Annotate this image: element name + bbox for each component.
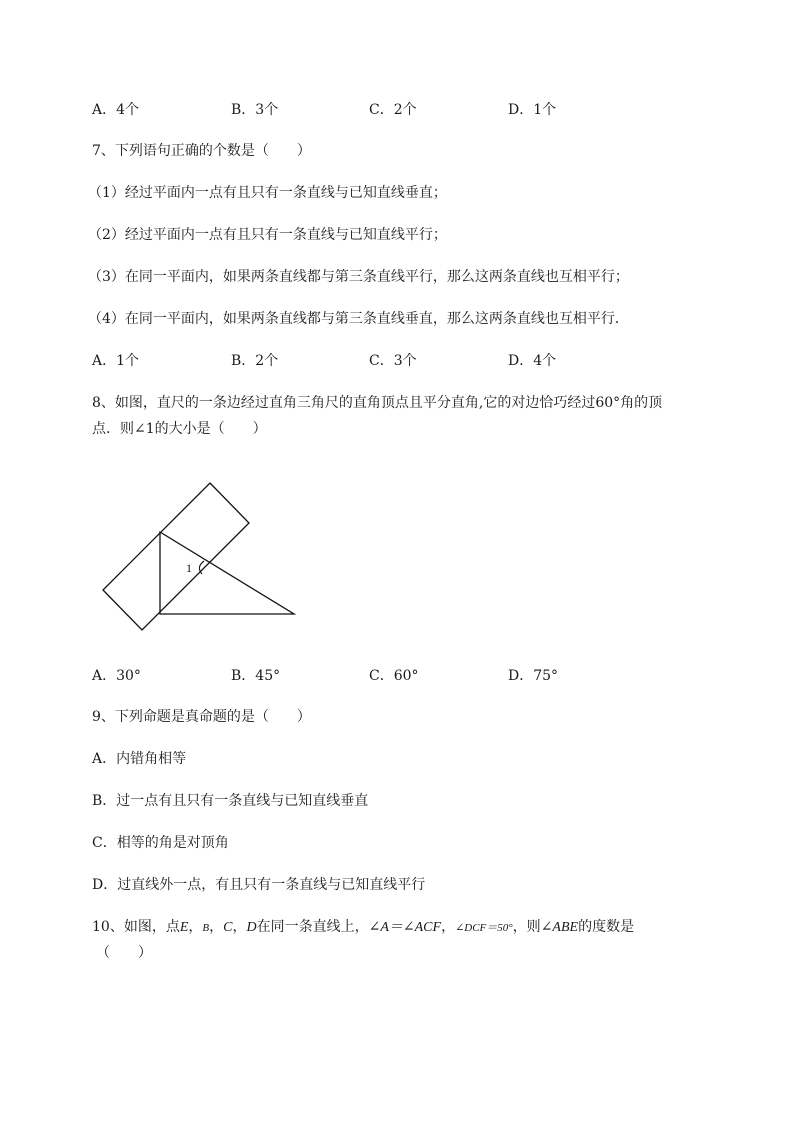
q7-statement-4: （4）在同一平面内，如果两条直线都与第三条直线垂直，那么这两条直线也互相平行．: [88, 311, 629, 327]
q9-option-c: C．相等的角是对顶角: [92, 835, 229, 851]
q10-condition-2: ∠DCF＝50°: [455, 922, 513, 934]
q10-suffix: 的度数是: [578, 919, 635, 935]
q8-choice-b: B．45°: [231, 668, 281, 684]
q10-point-b: B: [202, 922, 210, 934]
q10-point-c: C: [223, 920, 233, 935]
angle-1-arc: [199, 561, 204, 574]
q8-choice-c: C．60°: [369, 668, 419, 684]
q10-mid: 在同一条直线上，: [256, 919, 369, 935]
q7-choices: [92, 351, 692, 371]
angle-1-label: 1: [186, 561, 192, 575]
q7-choice-c: C．3个: [369, 353, 417, 369]
ruler-shape: [103, 483, 249, 630]
q7-choice-b: B．2个: [231, 353, 279, 369]
q8-figure: [98, 480, 298, 635]
q6-choice-d: D．1个: [508, 102, 557, 118]
q8-choice-a: A．30°: [92, 668, 141, 684]
q7-statement-1: （1）经过平面内一点有且只有一条直线与已知直线垂直；: [88, 185, 447, 201]
q10-sep4: ，: [441, 919, 456, 935]
q9-option-b: B．过一点有且只有一条直线与已知直线垂直: [92, 793, 369, 809]
q6-choice-c: C．2个: [369, 102, 417, 118]
q7-choice-a: A．1个: [92, 353, 140, 369]
q7-statement-2: （2）经过平面内一点有且只有一条直线与已知直线平行；: [88, 227, 447, 243]
q10-stem-line2: （ ）: [96, 945, 152, 961]
q9-option-a: A．内错角相等: [92, 751, 187, 767]
q7-stem: 7、下列语句正确的个数是（ ）: [92, 143, 311, 159]
q8-stem-line2: 点．则∠1的大小是（ ）: [92, 421, 267, 437]
q10-stem-line1: [92, 917, 634, 938]
q8-stem-line1: 8、如图，直尺的一条边经过直角三角尺的直角顶点且平分直角,它的对边恰巧经过60°角的顶: [92, 395, 663, 411]
q6-choices: [92, 100, 692, 120]
q10-target-angle: ∠ABE: [540, 920, 579, 935]
q8-choice-d: D．75°: [508, 668, 559, 684]
q9-option-d: D．过直线外一点，有且只有一条直线与已知直线平行: [92, 877, 426, 893]
q10-sep1: ，: [188, 919, 203, 935]
q10-condition-1: ∠A＝∠ACF: [368, 920, 442, 935]
q9-stem: 9、下列命题是真命题的是（ ）: [92, 709, 311, 725]
q8-choices: [92, 666, 692, 686]
q10-mid2: ，则: [512, 919, 541, 935]
q10-prefix: 10、如图，点: [92, 919, 180, 935]
q6-choice-a: A．4个: [92, 102, 140, 118]
q10-point-d: D: [246, 920, 257, 935]
q7-statement-3: （3）在同一平面内，如果两条直线都与第三条直线平行，那么这两条直线也互相平行；: [88, 269, 629, 285]
q7-choice-d: D．4个: [508, 353, 557, 369]
q10-sep3: ，: [232, 919, 247, 935]
q10-point-e: E: [179, 920, 189, 935]
q6-choice-b: B．3个: [231, 102, 279, 118]
q10-sep2: ，: [209, 919, 224, 935]
